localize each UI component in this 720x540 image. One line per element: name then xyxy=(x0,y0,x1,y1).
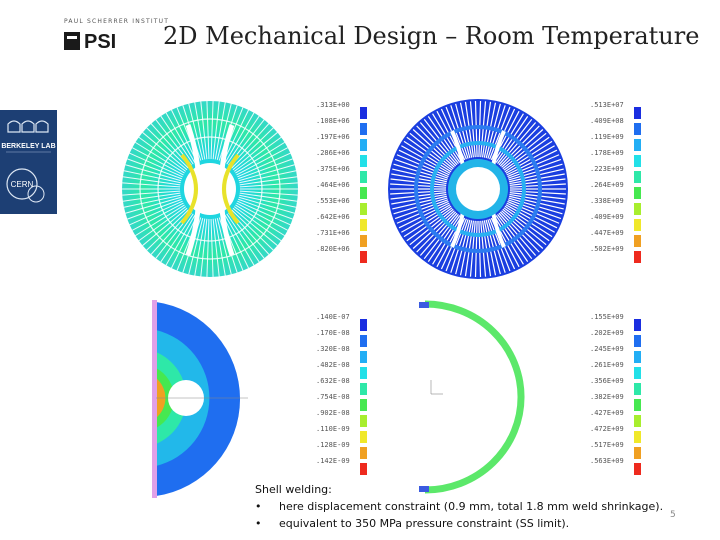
scale-swatch xyxy=(634,107,641,119)
scale-label: .155E+09 xyxy=(590,313,624,321)
scale-label: .632E-08 xyxy=(316,377,350,385)
scale-label: .286E+06 xyxy=(316,149,350,157)
scale-swatch xyxy=(634,463,641,475)
scale-swatch xyxy=(360,447,367,459)
scale-label: .563E+09 xyxy=(590,457,624,465)
scale-label: .264E+09 xyxy=(590,181,624,189)
scale-label: .375E+06 xyxy=(316,165,350,173)
scale-label: .197E+06 xyxy=(316,133,350,141)
scale-swatch xyxy=(634,367,641,379)
scale-label: .110E-09 xyxy=(316,425,350,433)
scale-swatch xyxy=(360,399,367,411)
scale-label: .178E+09 xyxy=(590,149,624,157)
scale-label: .472E+09 xyxy=(590,425,624,433)
scale-swatch xyxy=(634,447,641,459)
coil-displacement-plot xyxy=(110,95,310,285)
scale-label: .108E+06 xyxy=(316,117,350,125)
scale-label: .517E+09 xyxy=(590,441,624,449)
scale-swatch xyxy=(360,383,367,395)
scale-swatch xyxy=(360,235,367,247)
half-model-displacement-plot xyxy=(148,300,260,498)
scale-label: .409E+09 xyxy=(590,213,624,221)
scale-swatch xyxy=(360,171,367,183)
psi-logo-mark xyxy=(64,28,128,54)
scale-swatch xyxy=(360,415,367,427)
notes-item xyxy=(255,498,663,515)
scale-swatch xyxy=(634,171,641,183)
scale-label: .642E+06 xyxy=(316,213,350,221)
coil-stress-plot xyxy=(378,95,578,285)
scale-label: .553E+06 xyxy=(316,197,350,205)
scale-swatch xyxy=(360,319,367,331)
scale-swatch xyxy=(634,399,641,411)
scale-label: .502E+09 xyxy=(590,245,624,253)
notes-item xyxy=(255,515,663,532)
scale-label: .731E+06 xyxy=(316,229,350,237)
scale-label: .447E+09 xyxy=(590,229,624,237)
bullet: • xyxy=(255,500,262,513)
page-number: 5 xyxy=(670,510,676,520)
bullet: • xyxy=(255,517,262,530)
scale-swatch xyxy=(634,431,641,443)
scale-swatch xyxy=(634,139,641,151)
scale-label: .170E-08 xyxy=(316,329,350,337)
scale-label: .223E+09 xyxy=(590,165,624,173)
scale-swatch xyxy=(634,155,641,167)
scale-swatch xyxy=(634,123,641,135)
scale-label: .409E+08 xyxy=(590,117,624,125)
scale-label: .464E+06 xyxy=(316,181,350,189)
scale-label: .245E+09 xyxy=(590,345,624,353)
scale-swatch xyxy=(360,187,367,199)
scale-swatch xyxy=(634,235,641,247)
scale-label: .128E-09 xyxy=(316,441,350,449)
scale-swatch xyxy=(360,251,367,263)
scale-label: .313E+00 xyxy=(316,101,350,109)
scale-label: .320E-08 xyxy=(316,345,350,353)
scale-swatch xyxy=(634,219,641,231)
scale-label: .820E+06 xyxy=(316,245,350,253)
scale-swatch xyxy=(360,335,367,347)
svg-text:CERN: CERN xyxy=(10,180,34,189)
scale-label: .261E+09 xyxy=(590,361,624,369)
scale-label: .140E-07 xyxy=(316,313,350,321)
scale-swatch xyxy=(360,367,367,379)
svg-text:PSI: PSI xyxy=(84,31,117,53)
scale-swatch xyxy=(360,351,367,363)
scale-swatch xyxy=(360,139,367,151)
scale-label: .754E-08 xyxy=(316,393,350,401)
scale-swatch xyxy=(360,123,367,135)
notes xyxy=(255,481,663,532)
svg-text:BERKELEY LAB: BERKELEY LAB xyxy=(1,143,56,150)
scale-label: .513E+07 xyxy=(590,101,624,109)
scale-swatch xyxy=(360,431,367,443)
notes-item-text: equivalent to 350 MPa pressure constraint (SS limit). xyxy=(279,517,570,530)
scale-swatch xyxy=(634,319,641,331)
notes-heading: Shell welding: xyxy=(255,483,332,496)
scale-swatch xyxy=(360,155,367,167)
scale-label: .142E-09 xyxy=(316,457,350,465)
shell-stress-plot xyxy=(395,300,545,496)
scale-label: .338E+09 xyxy=(590,197,624,205)
scale-swatch xyxy=(360,463,367,475)
scale-label: .482E-08 xyxy=(316,361,350,369)
scale-label: .202E+09 xyxy=(590,329,624,337)
scale-label: .382E+09 xyxy=(590,393,624,401)
notes-item-text: here displacement constraint (0.9 mm, total 1.8 mm weld shrinkage). xyxy=(279,500,664,513)
scale-swatch xyxy=(360,219,367,231)
scale-swatch xyxy=(634,203,641,215)
scale-swatch xyxy=(634,351,641,363)
psi-logo-text: PAUL SCHERRER INSTITUT xyxy=(64,18,170,25)
slide-title: 2D Mechanical Design – Room Temperature xyxy=(163,22,700,50)
scale-swatch xyxy=(634,335,641,347)
scale-swatch xyxy=(634,415,641,427)
scale-label: .356E+09 xyxy=(590,377,624,385)
psi-logo xyxy=(64,18,170,54)
scale-swatch xyxy=(634,251,641,263)
scale-label: .902E-08 xyxy=(316,409,350,417)
scale-label: .119E+09 xyxy=(590,133,624,141)
side-logos xyxy=(0,110,57,214)
scale-swatch xyxy=(360,203,367,215)
scale-label: .427E+09 xyxy=(590,409,624,417)
scale-swatch xyxy=(360,107,367,119)
scale-swatch xyxy=(634,383,641,395)
scale-swatch xyxy=(634,187,641,199)
